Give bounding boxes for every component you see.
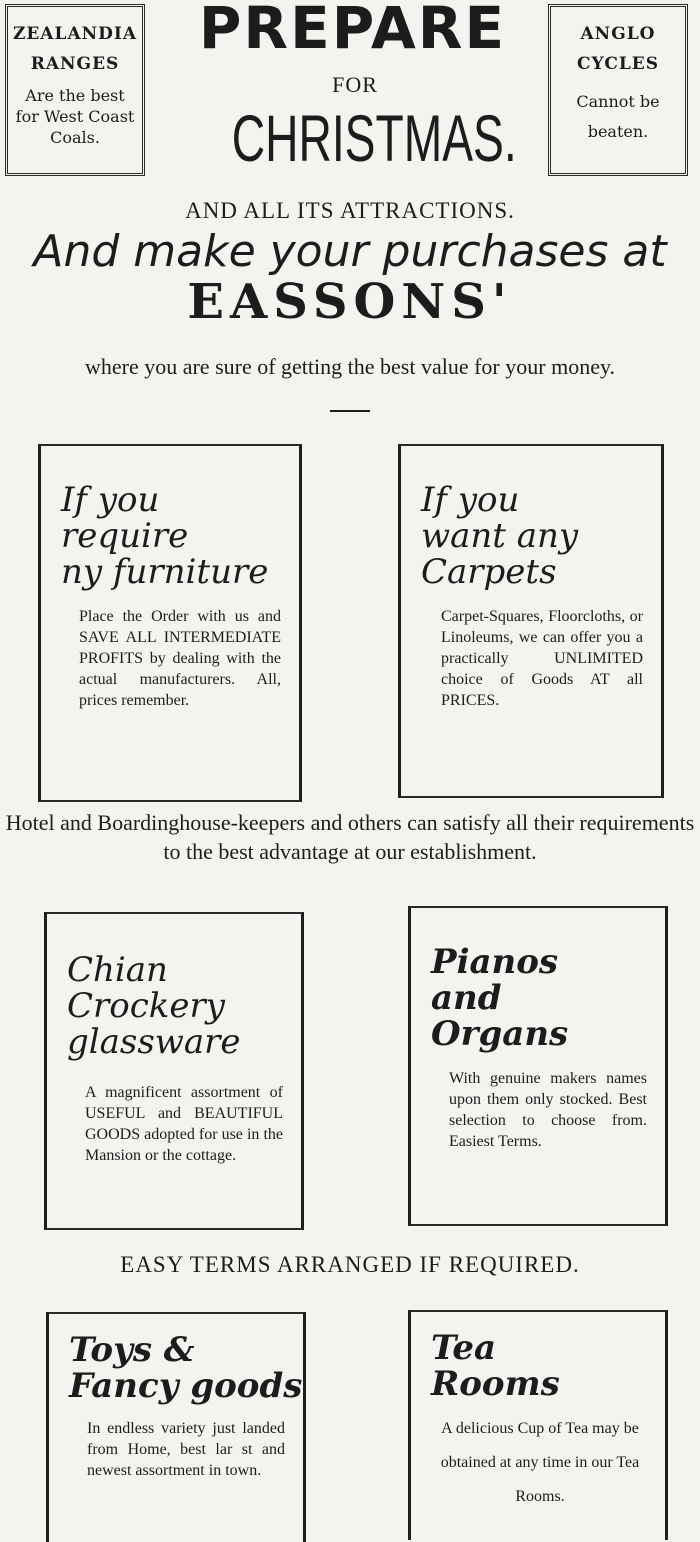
zealandia-text: Are the best for West Coast Coals.: [15, 86, 135, 147]
zealandia-ranges-ad: [5, 4, 145, 176]
tea-rooms-box: [408, 1310, 668, 1540]
anglo-text: Cannot be beaten.: [576, 92, 660, 141]
attractions-line: AND ALL ITS ATTRACTIONS.: [185, 198, 515, 223]
hotel-text: Hotel and Boardinghouse-keepers and others can satisfy all their requirements to the best advantage at our establishment.: [5, 810, 695, 864]
easy-terms: EASY TERMS ARRANGED IF REQUIRED.: [120, 1252, 580, 1277]
headline-prepare: PREPARE: [198, 0, 507, 62]
pianos-box: [408, 906, 668, 1226]
anglo-cycles-ad: [548, 4, 688, 176]
headline-christmas: CHRISTMAS.: [231, 101, 517, 175]
zealandia-heading: ZEALANDIA RANGES: [12, 24, 138, 74]
crockery-title: Chian Crockery glassware: [67, 950, 241, 1062]
furniture-title: If you require ny furniture: [61, 480, 269, 592]
pianos-body: With genuine makers names upon them only stocked. Best selection to choose from. Easiest Terms.: [449, 1070, 647, 1150]
toys-body: In endless variety just landed from Home, best lar st and newest assortment in town.: [87, 1420, 285, 1479]
purchases-line: And make your purchases at: [33, 226, 667, 277]
carpets-title: If you want any Carpets: [421, 480, 579, 592]
toys-box: [46, 1312, 306, 1542]
crockery-body: A magnificent assortment of USEFUL and BEAUTIFUL GOODS adopted for use in the Mansion or the cottage.: [85, 1084, 283, 1164]
furniture-body: Place the Order with us and SAVE ALL INTERMEDIATE PROFITS by dealing with the actual manufacturers. All, prices remember.: [79, 608, 281, 709]
crockery-box: [44, 912, 304, 1230]
headline-for: FOR: [332, 72, 378, 97]
tea-rooms-body: A delicious Cup of Tea may be obtained at any time in our Tea Rooms.: [440, 1420, 640, 1505]
tea-rooms-title: Tea Rooms: [431, 1328, 560, 1404]
furniture-box: [38, 444, 302, 802]
carpets-body: Carpet-Squares, Floorcloths, or Linoleums, we can offer you a practically UNLIMITED choice of Goods AT all PRICES.: [441, 608, 643, 709]
carpets-box: [398, 444, 664, 798]
pianos-title: Pianos and Organs: [431, 942, 569, 1054]
anglo-heading: ANGLO CYCLES: [576, 24, 660, 74]
divider: [330, 410, 370, 412]
toys-title: Toys & Fancy goods: [69, 1330, 303, 1406]
store-name: EASSONS': [187, 274, 513, 330]
value-line: where you are sure of getting the best value for your money.: [84, 354, 616, 379]
